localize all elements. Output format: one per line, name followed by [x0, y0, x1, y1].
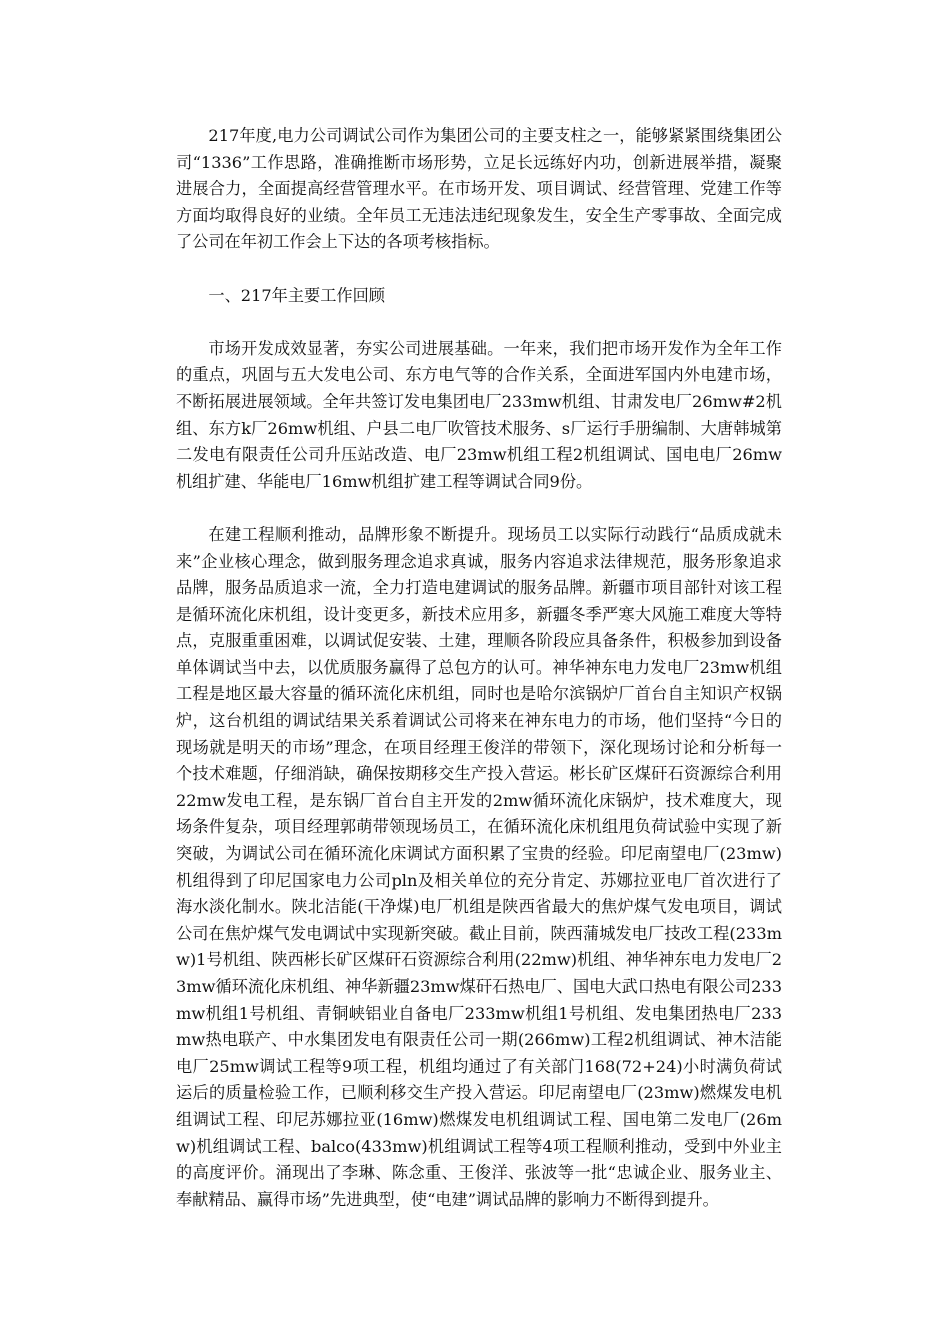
paragraph-spacer — [176, 309, 782, 336]
intro-paragraph: 217年度,电力公司调试公司作为集团公司的主要支柱之一，能够紧紧围绕集团公司“1336”工作思路，准确推断市场形势，立足长远练好内功，创新进展举措，凝聚进展合力，全面提高经营管理水平。在市场开发、项目调试、经营管理、党建工作等方面均取得良好的业绩。全年员工无违法违纪现象发生，安全生产零事故、全面完成了公司在年初工作会上下达的各项考核指标。 — [176, 126, 782, 252]
projects-paragraph: 在建工程顺利推动，品牌形象不断提升。现场员工以实际行动践行“品质成就未来”企业核心理念，做到服务理念追求真诚，服务内容追求法律规范，服务形象追求品牌，服务品质追求一流，全力打造电建调试的服务品牌。新疆市项目部针对该工程是循环流化床机组，设计变更多，新技术应用多，新疆冬季严寒大风施工难度大等特点，克服重重困难，以调试促安装、土建，理顺各阶段应具备条件，积极参加到设备单体调试当中去，以优质服务赢得了总包方的认可。神华神东电力发电厂23mw机组工程是地区最大容量的循环流化床机组，同时也是哈尔滨锅炉厂首台自主知识产权锅炉，这台机组的调试结果关系着调试公司将来在神东电力的市场，他们坚持“今日的现场就是明天的市场”理念，在项目经理王俊洋的带领下，深化现场讨论和分析每一个技术难题，仔细消缺，确保按期移交生产投入营运。彬长矿区煤矸石资源综合利用22mw发电工程，是东锅厂首台自主开发的2mw循环流化床锅炉，技术难度大，现场条件复杂，项目经理郭萌带领现场员工，在循环流化床机组甩负荷试验中实现了新突破，为调试公司在循环流化床调试方面积累了宝贵的经验。印尼南望电厂(23mw)机组得到了印尼国家电力公司pln及相关单位的充分肯定、苏娜拉亚电厂首次进行了海水淡化制水。陕北洁能(干净煤)电厂机组是陕西省最大的焦炉煤气发电项目，调试公司在焦炉煤气发电调试中实现新突破。截止目前，陕西蒲城发电厂技改工程(233mw)1号机组、陕西彬长矿区煤矸石资源综合利用(22mw)机组、神华神东电力发电厂23mw循环流化床机组、神华新疆23mw煤矸石热电厂、国电大武口热电有限公司233mw机组1号机组、青铜峡铝业自备电厂233mw机组1号机组、发电集团热电厂233mw热电联产、中水集团发电有限责任公司一期(266mw)工程2机组调试、神木洁能电厂25mw调试工程等9项工程，机组均通过了有关部门168(72+24)小时满负荷试运后的质量检验工作，已顺利移交生产投入营运。印尼南望电厂(23mw)燃煤发电机组调试工程、印尼苏娜拉亚(16mw)燃煤发电机组调试工程、国电第二发电厂(26mw)机组调试工程、balco(433mw)机组调试工程等4项工程顺利推动，受到中外业主的高度评价。涌现出了李琳、陈念重、王俊洋、张波等一批“忠诚企业、服务业主、奉献精品、赢得市场”先进典型，使“电建”调试品牌的影响力不断得到提升。 — [176, 524, 782, 1209]
market-development-paragraph: 市场开发成效显著，夯实公司进展基础。一年来，我们把市场开发作为全年工作的重点，巩固与五大发电公司、东方电气等的合作关系，全面进军国内外电建市场，不断拓展进展领域。全年共签订发电集团电厂233mw机组、甘肃发电厂26mw#2机组、东方k厂26mw机组、户县二电厂吹管技术服务、s厂运行手册编制、大唐韩城第二发电有限责任公司升压站改造、电厂23mw机组工程2机组调试、国电电厂26mw机组扩建、华能电厂16mw机组扩建工程等调试合同9份。 — [176, 338, 782, 491]
section-heading: 一、217年主要工作回顾 — [208, 285, 385, 305]
document-body — [176, 123, 782, 1213]
paragraph-spacer — [176, 256, 782, 283]
paragraph-spacer — [176, 495, 782, 522]
